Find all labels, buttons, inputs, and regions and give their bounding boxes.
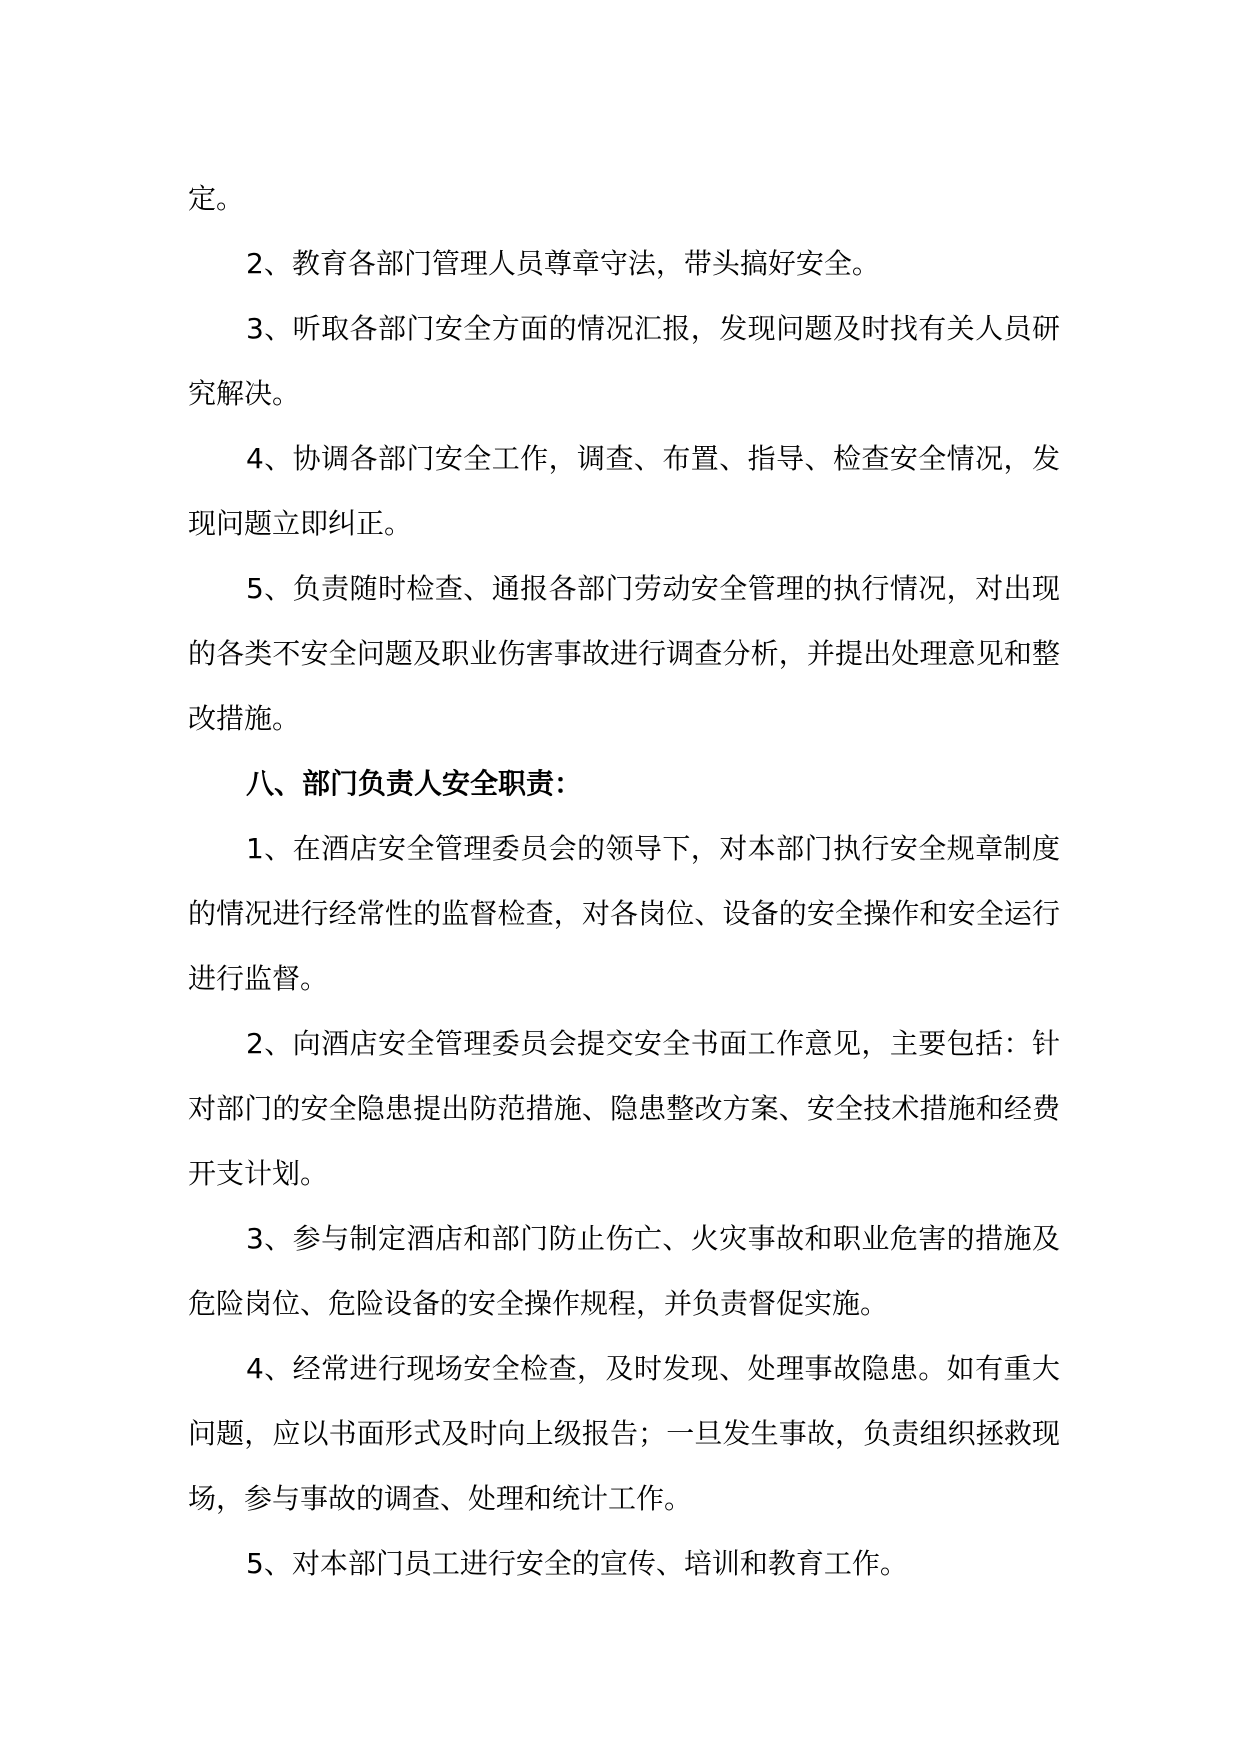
paragraph-item-5: 5、负责随时检查、通报各部门劳动安全管理的执行情况，对出现的各类不安全问题及职业伤害事故进行调查分析，并提出处理意见和整改措施。: [188, 572, 1060, 735]
section8-item-3: 3、参与制定酒店和部门防止伤亡、火灾事故和职业危害的措施及危险岗位、危险设备的安全操作规程，并负责督促实施。: [188, 1222, 1060, 1320]
paragraph-continuation: 定。: [188, 182, 245, 215]
section8-item-1: 1、在酒店安全管理委员会的领导下，对本部门执行安全规章制度的情况进行经常性的监督检查，对各岗位、设备的安全操作和安全运行进行监督。: [188, 832, 1060, 995]
paragraph-item-3: 3、听取各部门安全方面的情况汇报，发现问题及时找有关人员研究解决。: [188, 312, 1060, 410]
section8-item-5: 5、对本部门员工进行安全的宣传、培训和教育工作。: [246, 1547, 908, 1580]
paragraph-item-4: 4、协调各部门安全工作，调查、布置、指导、检查安全情况，发现问题立即纠正。: [188, 442, 1060, 540]
document-page: [188, 166, 1060, 1596]
section-heading-8: 八、部门负责人安全职责：: [246, 767, 583, 800]
section8-item-4: 4、经常进行现场安全检查，及时发现、处理事故隐患。如有重大问题，应以书面形式及时向上级报告；一旦发生事故，负责组织拯救现场，参与事故的调查、处理和统计工作。: [188, 1352, 1060, 1515]
paragraph-item-2: 2、教育各部门管理人员尊章守法，带头搞好安全。: [246, 247, 880, 280]
section8-item-2: 2、向酒店安全管理委员会提交安全书面工作意见，主要包括：针对部门的安全隐患提出防范措施、隐患整改方案、安全技术措施和经费开支计划。: [188, 1027, 1060, 1190]
